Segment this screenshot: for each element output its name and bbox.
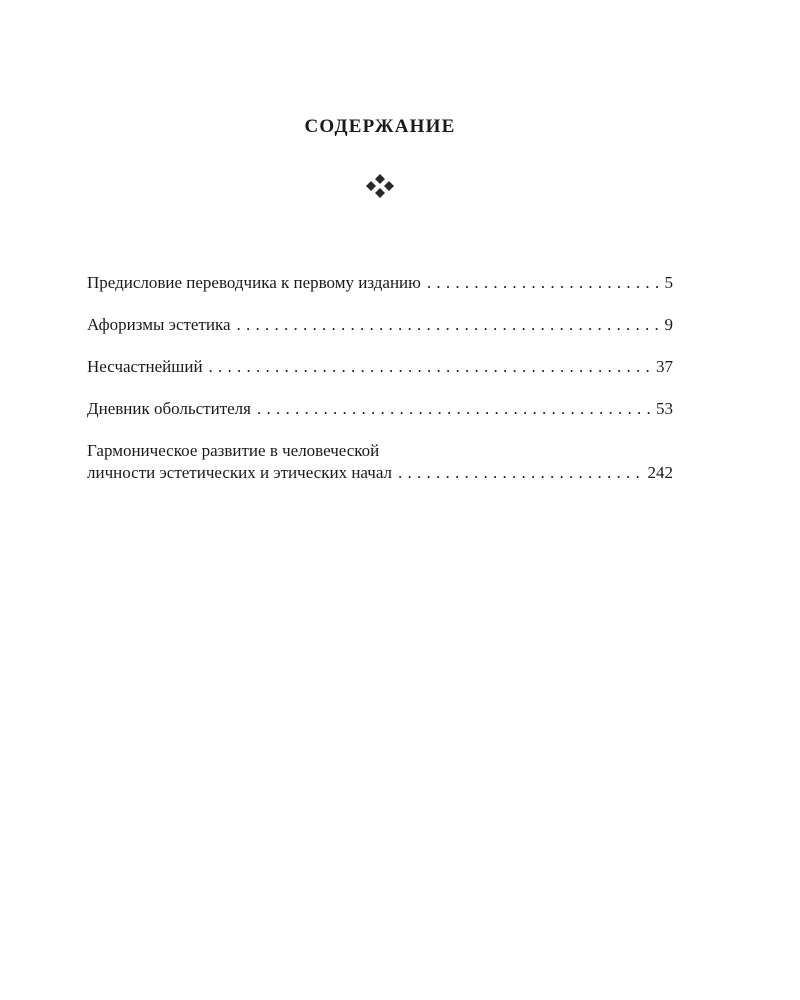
toc-entry-page: 9 [664, 315, 673, 334]
toc-entry-title: Предисловие переводчика к первому изданию [87, 273, 421, 292]
four-diamond-fleuron-icon [363, 172, 397, 200]
toc-entry-title-line2: личности эстетических и этических начал [87, 463, 393, 482]
toc-entry-page: 37 [656, 357, 673, 376]
toc-entry-page: 242 [647, 463, 673, 482]
dot-leader [257, 398, 650, 420]
toc-entry-page: 53 [656, 399, 673, 418]
toc-entry[interactable] [87, 356, 673, 378]
toc-entry-multiline[interactable] [87, 440, 673, 484]
toc-entry-title: Несчастнейший [87, 357, 203, 376]
dot-leader [398, 462, 641, 484]
dot-leader [209, 356, 650, 378]
toc-entry[interactable] [87, 314, 673, 336]
dot-leader [237, 314, 659, 336]
table-of-contents [87, 272, 673, 504]
dot-leader [427, 272, 659, 294]
toc-entry[interactable] [87, 398, 673, 420]
toc-entry-title-line1: Гармоническое развитие в человеческой [87, 441, 380, 460]
toc-entry-title: Афоризмы эстетика [87, 315, 231, 334]
toc-entry[interactable] [87, 272, 673, 294]
toc-entry-page: 5 [664, 273, 673, 292]
toc-entry-title: Дневник обольстителя [87, 399, 251, 418]
page-title: СОДЕРЖАНИЕ [304, 116, 456, 137]
